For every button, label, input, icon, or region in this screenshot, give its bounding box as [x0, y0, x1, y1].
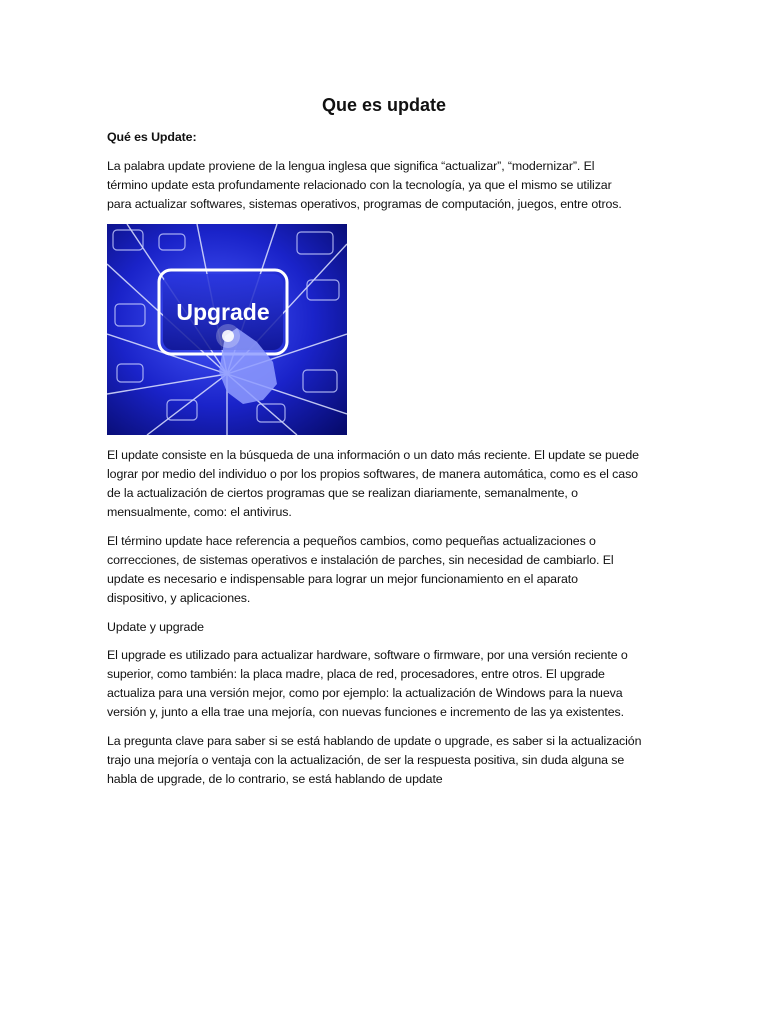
- image-label-text: Upgrade: [176, 299, 270, 325]
- paragraph-line: El término update hace referencia a pequeños cambios, como pequeñas actualizaciones o: [107, 534, 596, 548]
- paragraph-line: dispositivo, y aplicaciones.: [107, 591, 251, 605]
- intro-paragraph: [107, 157, 667, 214]
- paragraph-line: superior, como también: la placa madre, placa de red, procesadores, entre otros. El upgrade: [107, 667, 605, 681]
- paragraph-line: El update consiste en la búsqueda de una información o un dato más reciente. El update se puede: [107, 448, 639, 462]
- paragraph-upgrade: [107, 646, 667, 722]
- paragraph-line: término update esta profundamente relacionado con la tecnología, ya que el mismo se utilizar: [107, 178, 612, 192]
- paragraph-line: El upgrade es utilizado para actualizar hardware, software o firmware, por una versión reciente o: [107, 648, 628, 662]
- paragraph-line: para actualizar softwares, sistemas operativos, programas de computación, juegos, entre otros.: [107, 197, 622, 211]
- paragraph-update-consiste: [107, 446, 667, 522]
- section-heading-update-y-upgrade: Update y upgrade: [107, 620, 204, 634]
- paragraph-line: versión y, junto a ella trae una mejoría, con nuevas funciones e incremento de las ya existentes.: [107, 705, 624, 719]
- paragraph-line: actualiza para una versión mejor, como por ejemplo: la actualización de Windows para la nueva: [107, 686, 623, 700]
- paragraph-line: correcciones, de sistemas operativos e instalación de parches, sin necesidad de cambiarlo. El: [107, 553, 614, 567]
- paragraph-line: trajo una mejoría o ventaja con la actualización, de ser la respuesta positiva, sin duda alguna se: [107, 753, 625, 767]
- upgrade-illustration-graphic: [107, 224, 347, 435]
- paragraph-line: La pregunta clave para saber si se está hablando de update o upgrade, es saber si la actualización: [107, 734, 642, 748]
- document-title: Que es update: [321, 95, 447, 115]
- paragraph-line: habla de upgrade, de lo contrario, se está hablando de update: [107, 772, 443, 786]
- paragraph-line: update es necesario e indispensable para lograr un mejor funcionamiento en el aparato: [107, 572, 578, 586]
- paragraph-line: mensualmente, como: el antivirus.: [107, 505, 292, 519]
- section-heading-que-es-update: Qué es Update:: [107, 130, 197, 144]
- upgrade-illustration: [107, 224, 347, 435]
- paragraph-line: lograr por medio del individuo o por los propios softwares, de manera automática, como es el caso: [107, 467, 638, 481]
- paragraph-termino-update: [107, 532, 667, 608]
- paragraph-pregunta-clave: [107, 732, 667, 789]
- paragraph-line: de la actualización de ciertos programas que se realizan diariamente, semanalmente, o: [107, 486, 578, 500]
- paragraph-line: La palabra update proviene de la lengua inglesa que significa “actualizar”, “modernizar”. El: [107, 159, 595, 173]
